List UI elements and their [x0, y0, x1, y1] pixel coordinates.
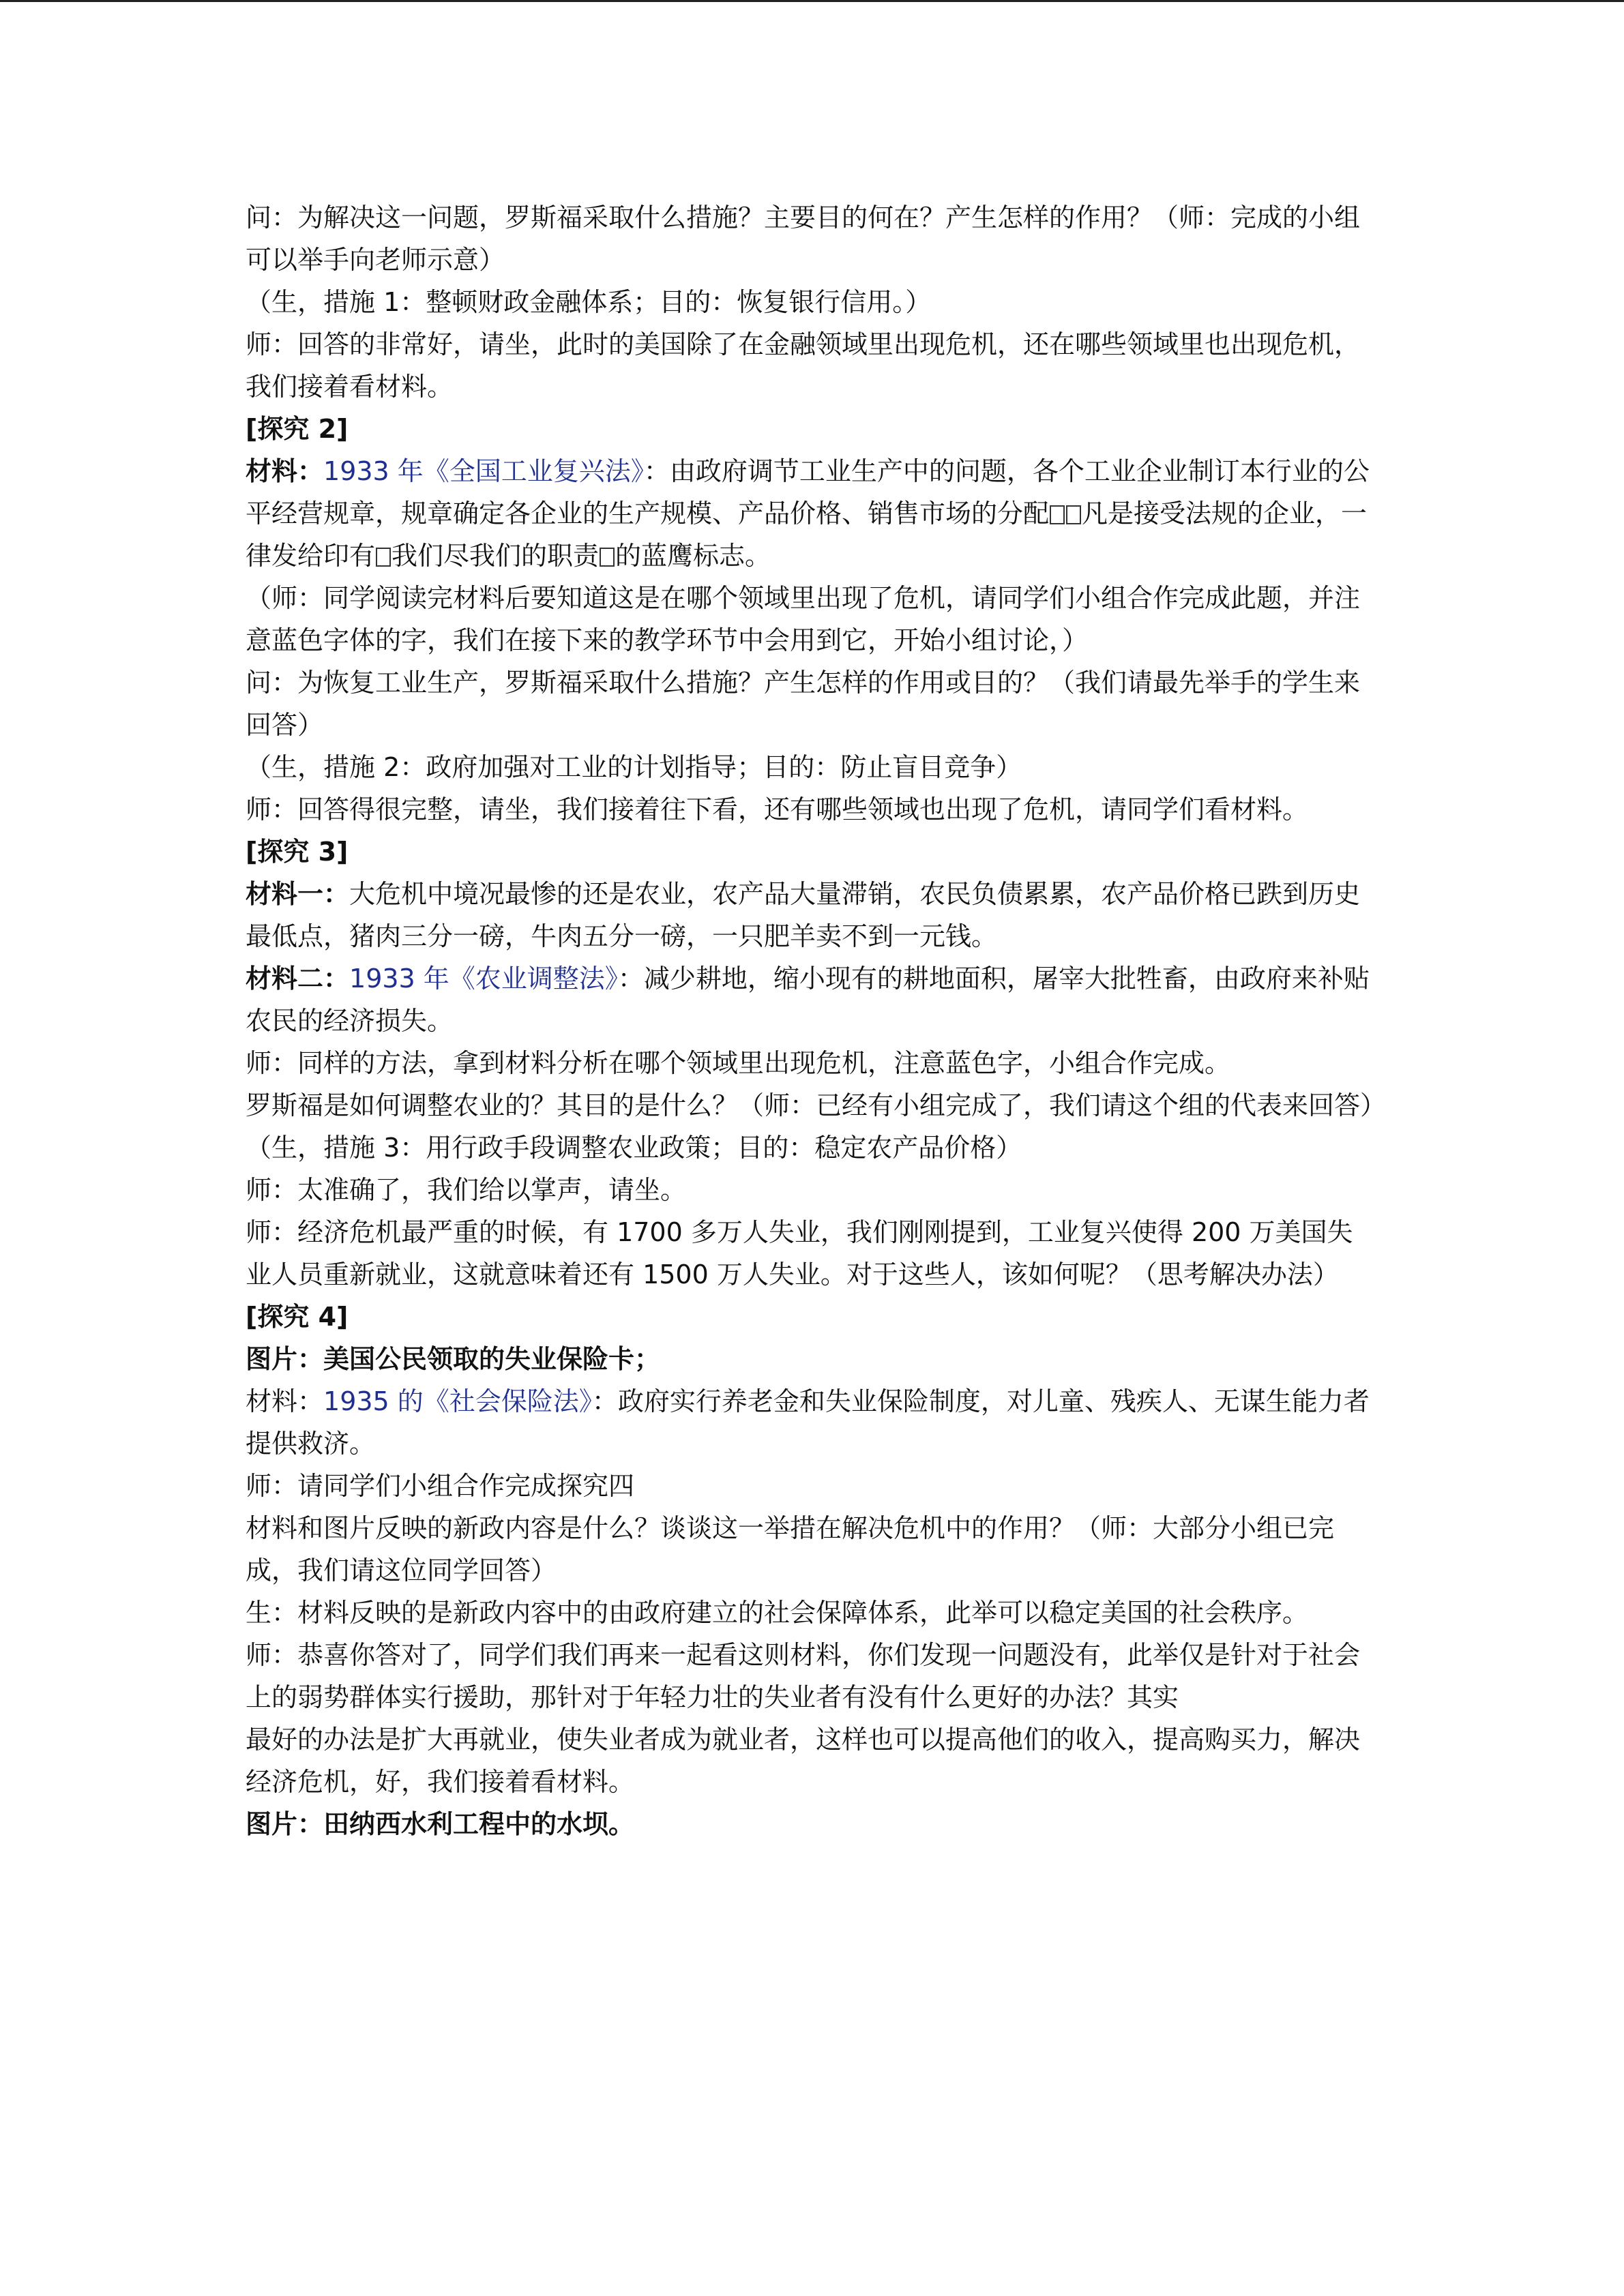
- document-body: [246, 196, 1387, 1845]
- teacher-remark-1: 师：回答的非常好，请坐，此时的美国除了在金融领域里出现危机，还在哪些领域里也出现危机，我们接着看材料。: [246, 329, 1361, 402]
- missing-glyph-box: [1050, 505, 1065, 524]
- student-answer-3: （生，措施 3：用行政手段调整农业政策；目的：稳定农产品价格）: [246, 1133, 1022, 1163]
- page-top-border: [0, 0, 1624, 2]
- teacher-instruction-4: 师：请同学们小组合作完成探究四: [246, 1471, 635, 1501]
- question-paragraph-3: 罗斯福是如何调整农业的？其目的是什么？（师：已经有小组完成了，我们请这个组的代表来回答）: [246, 1090, 1387, 1120]
- section-heading-2: [探究 2]: [246, 414, 349, 444]
- material-paragraph-4: [246, 1380, 1378, 1465]
- material-two-paragraph: [246, 957, 1378, 1042]
- material-label: 材料：: [246, 456, 324, 486]
- material-text: 我们尽我们的职责: [392, 541, 600, 571]
- teacher-instruction-2: （师：同学阅读完材料后要知道这是在哪个领域里出现了危机，请同学们小组合作完成此题，并注意蓝色字体的字，我们在接下来的教学环节中会用到它，开始小组讨论，）: [246, 583, 1361, 655]
- material-highlight: 1935 的《社会保险法》: [323, 1386, 592, 1416]
- missing-glyph-box: [600, 548, 615, 567]
- question-paragraph-4: 材料和图片反映的新政内容是什么？谈谈这一举措在解决危机中的作用？（师：大部分小组已完成，我们请这位同学回答）: [246, 1513, 1335, 1585]
- question-paragraph-1: 问：为解决这一问题，罗斯福采取什么措施？主要目的何在？产生怎样的作用？（师：完成的小组可以举手向老师示意）: [246, 203, 1361, 275]
- teacher-remark-5: 师：恭喜你答对了，同学们我们再来一起看这则材料，你们发现一问题没有，此举仅是针对于社会上的弱势群体实行援助，那针对于年轻力壮的失业者有没有什么更好的办法？其实: [246, 1640, 1361, 1712]
- section-heading-3: [探究 3]: [246, 837, 349, 867]
- missing-glyph-box: [1066, 505, 1081, 524]
- material-one-paragraph: [246, 873, 1378, 957]
- material-text: 的蓝鹰标志。: [615, 541, 771, 571]
- material-highlight: 1933 年《全国工业复兴法》: [323, 456, 644, 486]
- teacher-remark-4: 师：经济危机最严重的时候，有 1700 多万人失业，我们刚刚提到，工业复兴使得 200 万美国失业人员重新就业，这就意味着还有 1500 万人失业。对于这些人，该如何呢？（思考解决办法）: [246, 1217, 1353, 1289]
- material-text: ：由政府调节工业生产中的问题，各个工业企业制订本行业的公平经营规章，规章确定各企业的生产规模、产品价格、销售市场的分配: [246, 456, 1370, 528]
- student-answer-4: 生：材料反映的是新政内容中的由政府建立的社会保障体系，此举可以稳定美国的社会秩序。: [246, 1598, 1309, 1628]
- section-heading-4: [探究 4]: [246, 1302, 349, 1332]
- picture-caption-2: 图片：田纳西水利工程中的水坝。: [246, 1809, 635, 1839]
- question-paragraph-2: 问：为恢复工业生产，罗斯福采取什么措施？产生怎样的作用或目的？（我们请最先举手的学生来回答）: [246, 668, 1361, 740]
- material-paragraph-2: [246, 450, 1378, 577]
- picture-caption-1: 图片：美国公民领取的失业保险卡；: [246, 1344, 661, 1374]
- material-text: ：政府实行养老金和失业保险制度，对儿童、残疾人、无谋生能力者提供救济。: [246, 1386, 1370, 1459]
- teacher-remark-6: 最好的办法是扩大再就业，使失业者成为就业者，这样也可以提高他们的收入，提高购买力，解决经济危机，好，我们接着看材料。: [246, 1725, 1361, 1797]
- teacher-remark-3: 师：太准确了，我们给以掌声，请坐。: [246, 1175, 687, 1205]
- material-highlight: 1933 年《农业调整法》: [349, 964, 618, 994]
- material-label: 材料一：: [246, 879, 350, 909]
- missing-glyph-box: [376, 548, 391, 567]
- teacher-remark-2: 师：回答得很完整，请坐，我们接着往下看，还有哪些领域也出现了危机，请同学们看材料。: [246, 794, 1309, 824]
- material-label: 材料二：: [246, 964, 350, 994]
- student-answer-2: （生，措施 2：政府加强对工业的计划指导；目的：防止盲目竞争）: [246, 752, 1022, 782]
- teacher-instruction-3: 师：同样的方法，拿到材料分析在哪个领域里出现危机，注意蓝色字，小组合作完成。: [246, 1048, 1231, 1078]
- material-text: 凡是接受法规的企业，一律发给印有: [246, 498, 1368, 571]
- material-text: 大危机中境况最惨的还是农业，农产品大量滞销，农民负债累累，农产品价格已跌到历史最低点，猪肉三分一磅，牛肉五分一磅，一只肥羊卖不到一元钱。: [246, 879, 1361, 951]
- material-text: ：减少耕地，缩小现有的耕地面积，屠宰大批牲畜，由政府来补贴农民的经济损失。: [246, 964, 1370, 1036]
- student-answer-1: （生，措施 1：整顿财政金融体系；目的：恢复银行信用。）: [246, 287, 932, 317]
- material-label: 材料：: [246, 1386, 324, 1416]
